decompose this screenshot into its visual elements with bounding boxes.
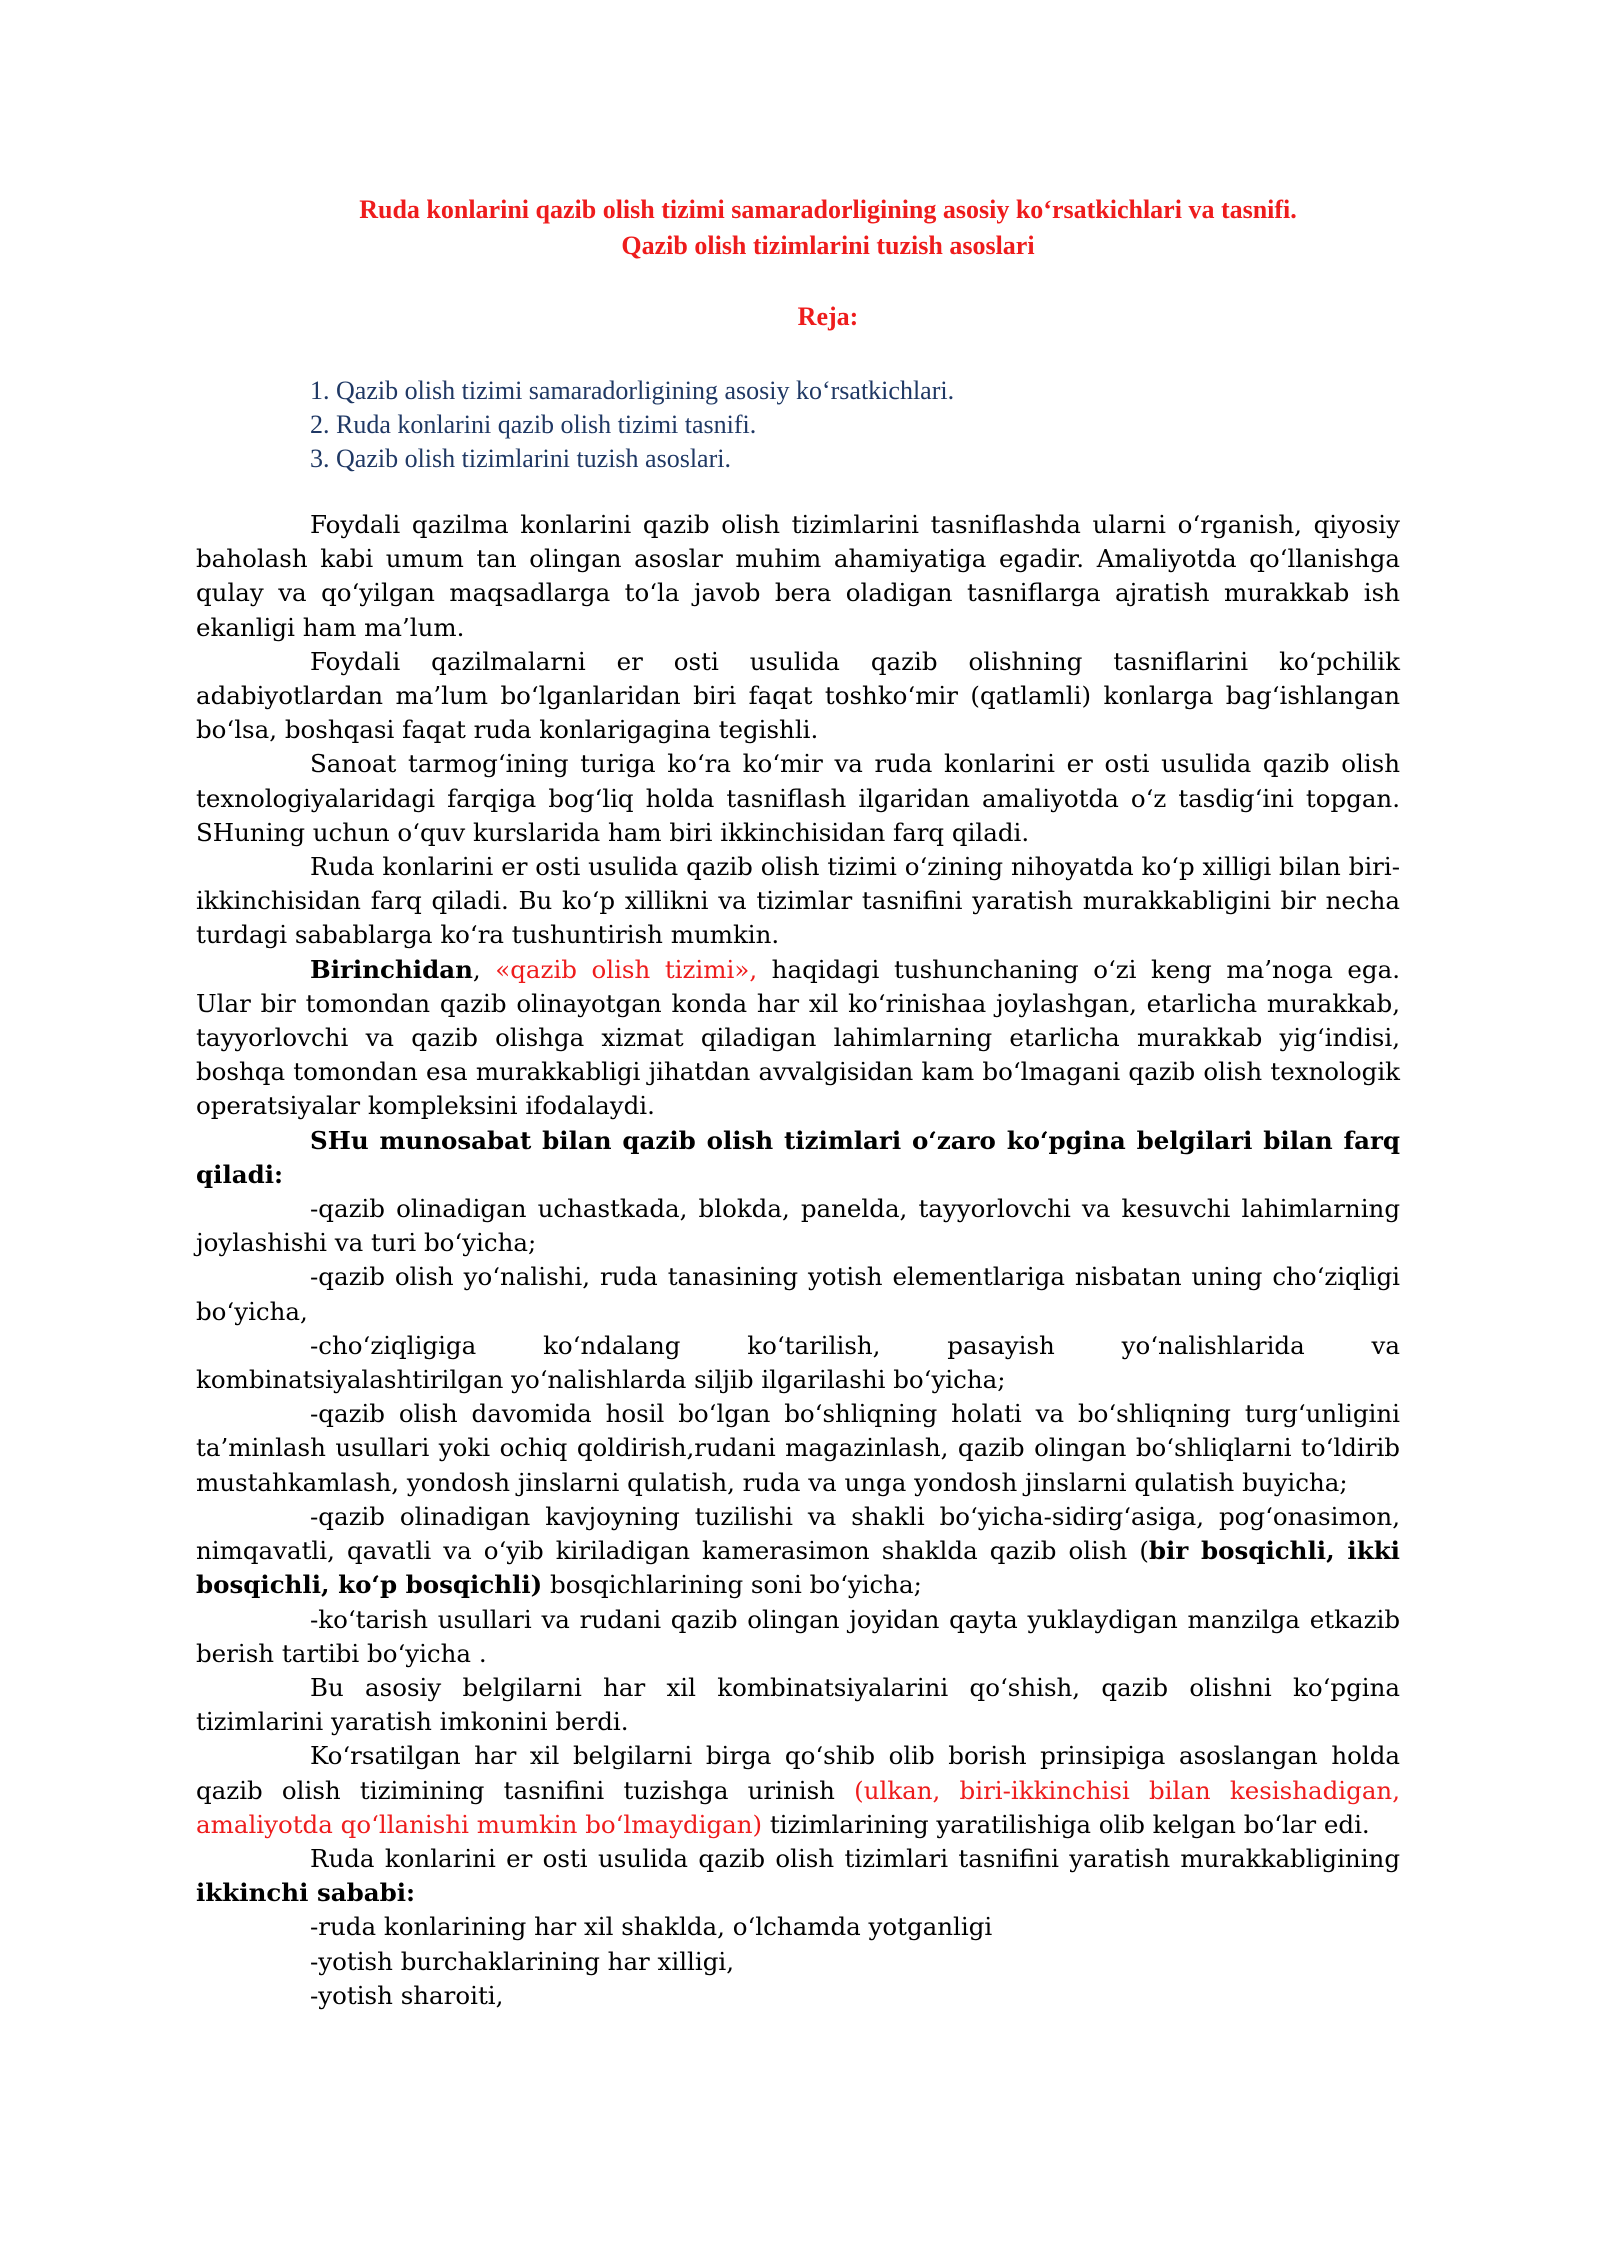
paragraph-6 — [196, 1124, 1400, 1192]
bullet-1: -qazib olinadigan uchastkada, blokda, panelda, tayyorlovchi va kesuvchi lahimlarning joylashishi va turi bo‘yicha; — [196, 1194, 1400, 1258]
title-line-2: Qazib olish tizimlarini tuzish asoslari — [621, 231, 1035, 260]
paragraph-3: Sanoat tarmog‘ining turiga ko‘ra ko‘mir va ruda konlarini er osti usulida qazib olish texnologiyalaridagi farqiga bog‘liq holda tasniflash ilgaridan amaliyotda o‘z tasdig‘ini topgan. SHuning uchun o‘quv kurslarida ham biri ikkinchisidan farq qiladi. — [196, 749, 1400, 847]
paragraph-7: Bu asosiy belgilarni har xil kombinatsiyalarini qo‘shish, qazib olishni ko‘pgina tizimlarini yaratish imkonini berdi. — [196, 1672, 1400, 1737]
bullet-6: -ko‘tarish usullari va rudani qazib olingan joyidan qayta yuklaydigan manzilga etkazib berish tartibi bo‘yicha . — [196, 1604, 1400, 1668]
title-line-1: Ruda konlarini qazib olish tizimi samaradorligining asosiy ko‘rsatkichlari va tasnifi. — [359, 195, 1297, 224]
paragraph-9 — [196, 1842, 1400, 1910]
document-page — [196, 192, 1400, 2013]
bullet-5-c: bosqichlarining soni bo‘yicha; — [542, 1570, 922, 1600]
paragraph-8-c: tizimlarining yaratilishiga olib kelgan bo‘lar edi. — [762, 1809, 1370, 1839]
paragraph-4: Ruda konlarini er osti usulida qazib olish tizimi o‘zining nihoyatda ko‘p xilligi bilan biri-ikkinchisidan farq qiladi. Bu ko‘p xillikni va tizimlar tasnifini yaratish murakkabligini bir necha turdagi sabablarga ko‘ra tushuntirish mumkin. — [196, 852, 1400, 950]
bullet-4: -qazib olish davomida hosil bo‘lgan bo‘shliqning holati va bo‘shliqning turg‘unligini ta’minlash usullari yoki ochiq qoldirish,rudani magazinlash, qazib olingan bo‘shliqlarni to‘ldirib mustahkamlash, yondosh jinslarni qulatish, ruda va unga yondosh jinslarni qulatish buyicha; — [196, 1399, 1400, 1497]
paragraph-9-bold: ikkinchi sababi: — [196, 1878, 416, 1908]
plan-heading: Reja: — [797, 302, 859, 331]
paragraph-8-red: (ulkan, biri-ikkinchisi bilan kesishadigan, amaliyotda qo‘llanishi mumkin bo‘lmaydigan) — [196, 1775, 1401, 1839]
plan-item-2: 2. Ruda konlarini qazib olish tizimi tasnifi. — [310, 410, 757, 439]
paragraph-8-a: Ko‘rsatilgan har xil belgilarni birga qo‘shib olib borish prinsipiga asoslangan holda qazib olish tizimining tasnifini tuzishga urinish — [196, 1741, 1400, 1805]
document-body — [196, 508, 1400, 2013]
paragraph-5-bold: Birinchidan — [310, 954, 473, 984]
bullet-2: -qazib olish yo‘nalishi, ruda tanasining yotish elementlariga nisbatan uning cho‘ziqligi bo‘yicha, — [196, 1262, 1400, 1326]
paragraph-5-red: «qazib olish tizimi», — [495, 954, 758, 984]
paragraph-5-comma: , — [472, 954, 496, 984]
cause-item-3: -yotish sharoiti, — [310, 1980, 504, 2010]
bullet-5 — [196, 1500, 1400, 1603]
paragraph-9-a: Ruda konlarini er osti usulida qazib olish tizimlari tasnifini yaratish murakkabligining — [310, 1843, 1400, 1873]
document-title — [256, 192, 1400, 264]
paragraph-1: Foydali qazilma konlarini qazib olish tizimlarini tasniflashda ularni o‘rganish, qiyosiy baholash kabi umum tan olingan asoslar muhim ahamiyatiga egadir. Amaliyotda qo‘llanishga qulay va qo‘yilgan maqsadlarga to‘la javob bera oladigan tasniflarga ajratish murakkab ish ekanligi ham ma’lum. — [196, 510, 1400, 642]
plan-item-3: 3. Qazib olish tizimlarini tuzish asoslari. — [310, 444, 731, 473]
cause-item-2: -yotish burchaklarining har xilligi, — [310, 1946, 735, 1976]
paragraph-5 — [196, 953, 1400, 1124]
paragraph-5-rest: haqidagi tushunchaning o‘zi keng ma’noga ega. Ular bir tomondan qazib olinayotgan konda har xil ko‘rinishaa joylashgan, etarlicha murakkab, tayyorlovchi va qazib olishga xizmat qiladigan lahimlarning etarlicha murakkab yig‘indisi, boshqa tomondan esa murakkabligi jihatdan avvalgisidan kam bo‘lmagani qazib olish texnologik operatsiyalar kompleksini ifodalaydi. — [196, 954, 1401, 1121]
paragraph-6-bold: SHu munosabat bilan qazib olish tizimlari o‘zaro ko‘pgina belgilari bilan farq qiladi: — [196, 1125, 1400, 1189]
plan-list — [310, 374, 1400, 476]
bullet-5-a: -qazib olinadigan kavjoyning tuzilishi va shakli bo‘yicha-sidirg‘asiga, pog‘onasimon, nimqavatli, qavatli va o‘yib kiriladigan kamerasimon shaklda qazib olish ( — [196, 1501, 1400, 1566]
plan-item-1: 1. Qazib olish tizimi samaradorligining asosiy ko‘rsatkichlari. — [310, 376, 955, 405]
bullet-3: -cho‘ziqligiga ko‘ndalang ko‘tarilish, pasayish yo‘nalishlarida va kombinatsiyalashtirilgan yo‘nalishlarda siljib ilgarilashi bo‘yicha; — [196, 1330, 1400, 1395]
paragraph-2: Foydali qazilmalarni er osti usulida qazib olishning tasniflarini ko‘pchilik adabiyotlardan ma’lum bo‘lganlaridan biri faqat toshko‘mir (qatlamli) konlarga bag‘ishlangan bo‘lsa, boshqasi faqat ruda konlarigagina tegishli. — [196, 646, 1400, 745]
cause-item-1: -ruda konlarining har xil shaklda, o‘lchamda yotganligi — [310, 1912, 993, 1942]
paragraph-8 — [196, 1739, 1400, 1842]
bullet-5-bold: bir bosqichli, ikki bosqichli, ko‘p bosqichli) — [196, 1536, 1400, 1600]
